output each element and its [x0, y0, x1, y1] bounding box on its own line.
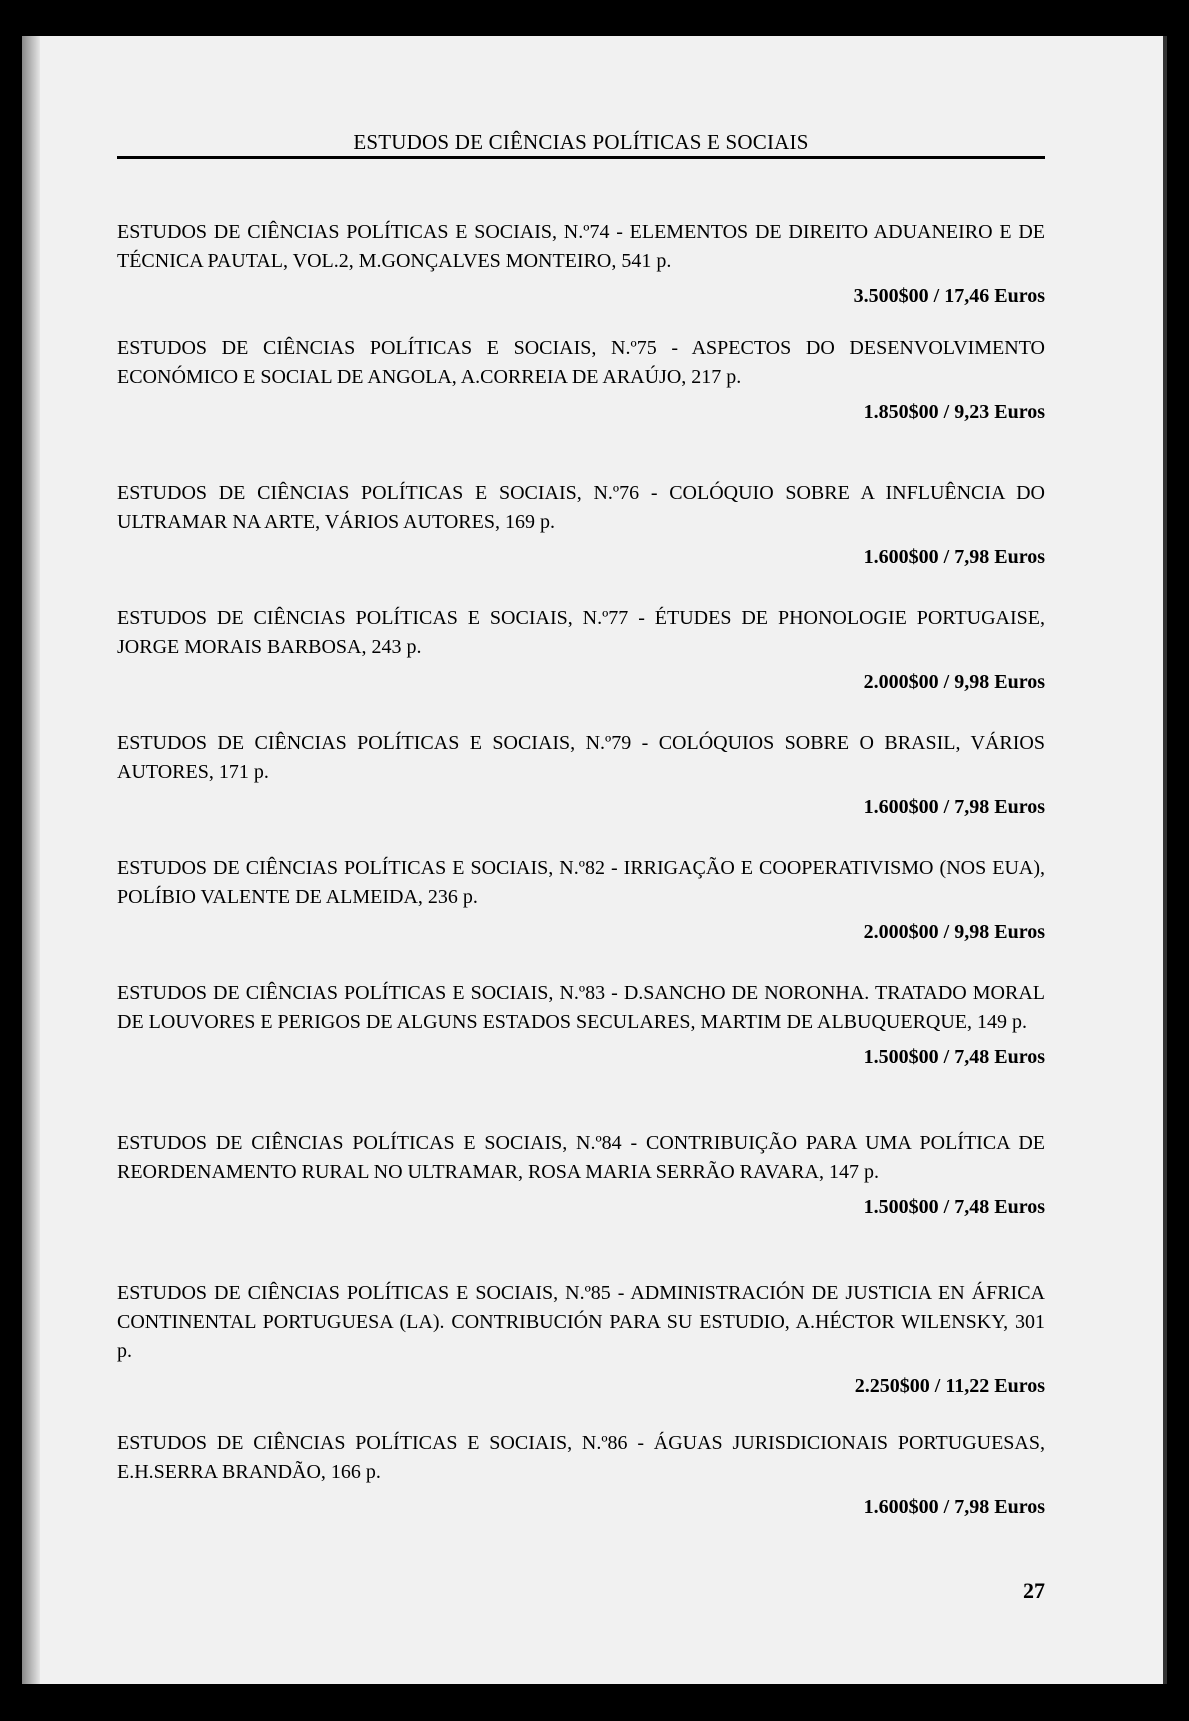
catalog-entry [117, 979, 1045, 1072]
entry-price: 1.500$00 / 7,48 Euros [863, 1196, 1045, 1218]
entry-description: ESTUDOS DE CIÊNCIAS POLÍTICAS E SOCIAIS, N.º82 - IRRIGAÇÃO E COOPERATIVISMO (NOS EUA), POLÍBIO VALENTE DE ALMEIDA, 236 p. [117, 857, 1045, 908]
catalog-entry [117, 729, 1045, 822]
entry-description: ESTUDOS DE CIÊNCIAS POLÍTICAS E SOCIAIS, N.º84 - CONTRIBUIÇÃO PARA UMA POLÍTICA DE REORDENAMENTO RURAL NO ULTRAMAR, ROSA MARIA SERRÃO RAVARA, 147 p. [117, 1132, 1045, 1183]
entry-price: 1.600$00 / 7,98 Euros [863, 546, 1045, 568]
catalog-entry [117, 1129, 1045, 1222]
entry-price: 2.000$00 / 9,98 Euros [863, 921, 1045, 943]
catalog-entry [117, 1279, 1045, 1401]
entry-description: ESTUDOS DE CIÊNCIAS POLÍTICAS E SOCIAIS, N.º85 - ADMINISTRACIÓN DE JUSTICIA EN ÁFRICA CONTINENTAL PORTUGUESA (LA). CONTRIBUCIÓN PARA SU ESTUDIO, A.HÉCTOR WILENSKY, 301 p. [117, 1282, 1045, 1362]
entry-description: ESTUDOS DE CIÊNCIAS POLÍTICAS E SOCIAIS, N.º86 - ÁGUAS JURISDICIONAIS PORTUGUESAS, E.H.SERRA BRANDÃO, 166 p. [117, 1432, 1045, 1483]
entry-description: ESTUDOS DE CIÊNCIAS POLÍTICAS E SOCIAIS, N.º79 - COLÓQUIOS SOBRE O BRASIL, VÁRIOS AUTORES, 171 p. [117, 732, 1045, 783]
entry-description: ESTUDOS DE CIÊNCIAS POLÍTICAS E SOCIAIS, N.º83 - D.SANCHO DE NORONHA. TRATADO MORAL DE LOUVORES E PERIGOS DE ALGUNS ESTADOS SECULARES, MARTIM DE ALBUQUERQUE, 149 p. [117, 982, 1045, 1033]
catalog-page [22, 36, 1167, 1684]
entry-price: 1.600$00 / 7,98 Euros [863, 1496, 1045, 1518]
catalog-entry [117, 604, 1045, 697]
entry-description: ESTUDOS DE CIÊNCIAS POLÍTICAS E SOCIAIS, N.º75 - ASPECTOS DO DESENVOLVIMENTO ECONÓMICO E SOCIAL DE ANGOLA, A.CORREIA DE ARAÚJO, 217 p. [117, 337, 1045, 388]
entry-price: 2.250$00 / 11,22 Euros [854, 1375, 1045, 1397]
catalog-entry [117, 854, 1045, 947]
entry-description: ESTUDOS DE CIÊNCIAS POLÍTICAS E SOCIAIS, N.º76 - COLÓQUIO SOBRE A INFLUÊNCIA DO ULTRAMAR NA ARTE, VÁRIOS AUTORES, 169 p. [117, 482, 1045, 533]
entry-price: 1.850$00 / 9,23 Euros [863, 401, 1045, 423]
catalog-entry [117, 218, 1045, 311]
catalog-entry [117, 1429, 1045, 1522]
page-number: 27 [1023, 1578, 1045, 1603]
running-title: ESTUDOS DE CIÊNCIAS POLÍTICAS E SOCIAIS [353, 130, 809, 154]
entry-price: 2.000$00 / 9,98 Euros [863, 671, 1045, 693]
entry-price: 1.600$00 / 7,98 Euros [863, 796, 1045, 818]
entry-description: ESTUDOS DE CIÊNCIAS POLÍTICAS E SOCIAIS, N.º74 - ELEMENTOS DE DIREITO ADUANEIRO E DE TÉCNICA PAUTAL, VOL.2, M.GONÇALVES MONTEIRO, 541 p. [117, 221, 1045, 272]
catalog-entry [117, 334, 1045, 427]
catalog-entry [117, 479, 1045, 572]
entry-price: 3.500$00 / 17,46 Euros [853, 285, 1045, 307]
header-rule [117, 156, 1045, 159]
entry-price: 1.500$00 / 7,48 Euros [863, 1046, 1045, 1068]
entry-description: ESTUDOS DE CIÊNCIAS POLÍTICAS E SOCIAIS, N.º77 - ÉTUDES DE PHONOLOGIE PORTUGAISE, JORGE MORAIS BARBOSA, 243 p. [117, 607, 1045, 658]
